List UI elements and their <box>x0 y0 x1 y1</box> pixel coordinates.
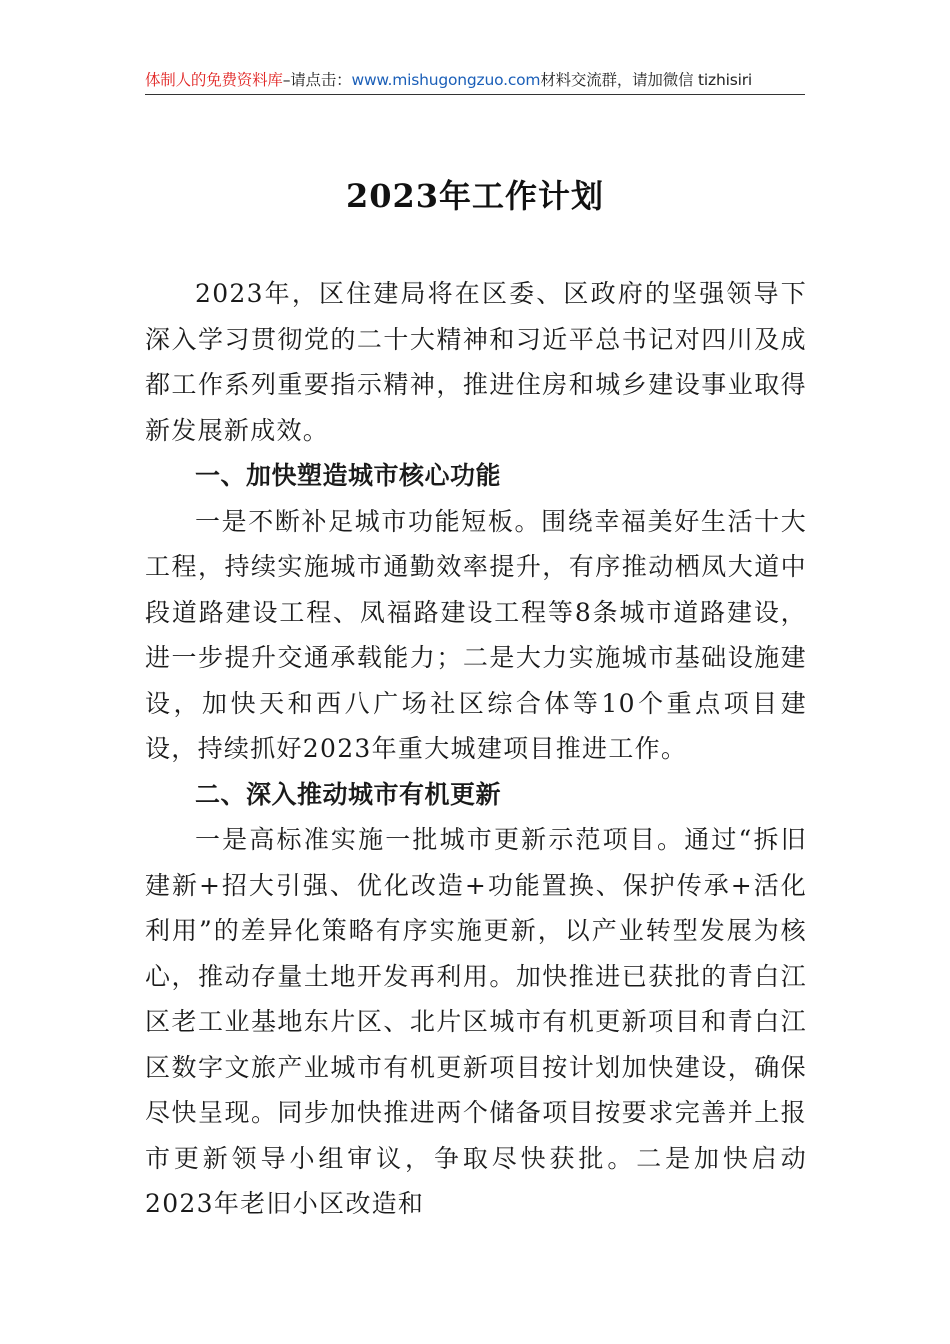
intro-paragraph: 2023年，区住建局将在区委、区政府的坚强领导下深入学习贯彻党的二十大精神和习近平总书记对四川及成都工作系列重要指示精神，推进住房和城乡建设事业取得新发展新成效。 <box>145 279 807 445</box>
header-prompt: –请点击： <box>282 71 352 89</box>
header-note: 材料交流群，请加微信 tizhisiri <box>540 71 752 89</box>
document-title: 2023年工作计划 <box>345 177 605 215</box>
section-1-paragraph: 一是不断补足城市功能短板。围绕幸福美好生活十大工程，持续实施城市通勤效率提升，有序推动栖凤大道中段道路建设工程、凤福路建设工程等8条城市道路建设，进一步提升交通承载能力；二是大力实施城市基础设施建设，加快天和西八广场社区综合体等10个重点项目建设，持续抓好2023年重大城建项目推进工作。 <box>145 506 807 763</box>
header-url-link[interactable]: www.mishugongzuo.com <box>351 71 541 89</box>
section-heading-2: 二、深入推动城市有机更新 <box>195 779 502 809</box>
section-heading-1: 一、加快塑造城市核心功能 <box>195 461 502 490</box>
document-body <box>145 271 807 1227</box>
header-source: 体制人的免费资料库 <box>145 71 283 89</box>
section-2-paragraph: 一是高标准实施一批城市更新示范项目。通过“拆旧建新+招大引强、优化改造+功能置换、保护传承+活化利用”的差异化策略有序实施更新，以产业转型发展为核心，推动存量土地开发再利用。加快推进已获批的青白江区老工业基地东片区、北片区城市有机更新项目和青白江区数字文旅产业城市有机更新项目按计划加快建设，确保尽快呈现。同步加快推进两个储备项目按要求完善并上报市更新领导小组审议，争取尽快获批。二是加快启动2023年老旧小区改造和 <box>145 825 807 1218</box>
page-header <box>145 66 805 95</box>
